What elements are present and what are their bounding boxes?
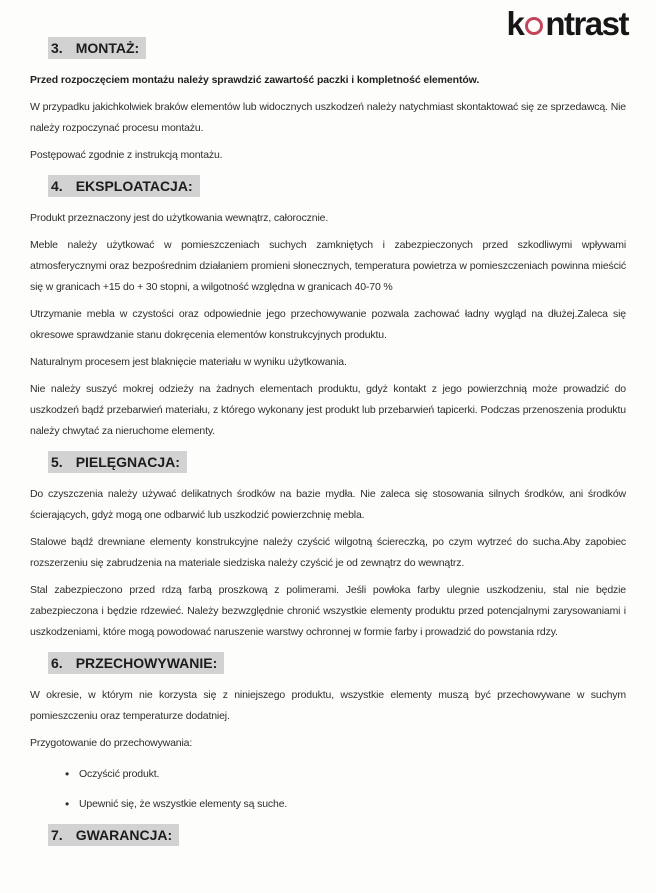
heading-highlight bbox=[48, 652, 224, 674]
list-item-clean-product bbox=[65, 764, 626, 785]
paragraph-eksploatacja-indoor-use: Produkt przeznaczony jest do użytkowania wewnątrz, całorocznie. bbox=[30, 212, 329, 224]
paragraph-pielegnacja-mild-agents: Do czyszczenia należy używać delikatnych środków na bazie mydła. Nie zaleca się stosowania silnych środków, ani środków ścierających, gdyż mogą one odbarwić lub uszkodzić powierzchnię mebla. bbox=[30, 488, 626, 521]
section-number: 5. bbox=[51, 454, 63, 470]
kontrast-logo bbox=[506, 7, 628, 41]
section-title: PRZECHOWYWANIE: bbox=[75, 655, 218, 671]
section-heading-eksploatacja bbox=[48, 178, 626, 194]
section-number: 6. bbox=[51, 655, 63, 671]
bullet-icon: • bbox=[65, 767, 70, 781]
list-item-text: Upewnić się, że wszystkie elementy są suche. bbox=[79, 798, 288, 810]
logo-text-before-o: k bbox=[506, 5, 524, 42]
paragraph-przechowywanie-dry-room: W okresie, w którym nie korzysta się z niniejszego produktu, wszystkie elementy muszą być przechowywane w suchym pomieszczeniu oraz temperaturze dodatniej. bbox=[30, 689, 626, 722]
section-number: 4. bbox=[51, 178, 63, 194]
storage-checklist bbox=[30, 764, 626, 815]
paragraph-eksploatacja-wet-clothes: Nie należy suszyć mokrej odzieży na żadnych elementach produktu, gdyż kontakt z jego powierzchnią może prowadzić do uszkodzeń bądź przebarwień materiału, z którego wykonany jest produkt lub przebarwień tapicerki. Podczas przenoszenia produktu należy chwytać za nieruchome elementy. bbox=[30, 383, 626, 437]
section-title: EKSPLOATACJA: bbox=[75, 178, 193, 194]
section-heading-montaz bbox=[48, 40, 626, 56]
paragraph-pielegnacja-wipe-elements: Stalowe bądź drewniane elementy konstrukcyjne należy czyścić wilgotną ściereczką, po czym wytrzeć do sucha.Aby zapobiec rozszerzeniu się zabrudzenia na materiale siedziska należy czyścić je od zewnątrz do wewnątrz. bbox=[30, 536, 626, 569]
paragraph-eksploatacja-conditions: Meble należy użytkować w pomieszczeniach suchych zamkniętych i zabezpieczonych przed szkodliwymi wpływami atmosferycznymi oraz bezpośrednim działaniem promieni słonecznych, temperatura powietrza w pomieszczeniach powinna mieścić się w granicach +15 do + 30 stopni, a wilgotność względna w granicach 40-70 % bbox=[30, 239, 626, 293]
section-number: 3. bbox=[51, 40, 63, 56]
heading-highlight bbox=[48, 175, 200, 197]
heading-highlight bbox=[48, 451, 187, 473]
paragraph-eksploatacja-cleanliness: Utrzymanie mebla w czystości oraz odpowiednie jego przechowywanie pozwala zachować ładny wygląd na dłużej.Zaleca się okresowe sprawdzanie stanu dokręcenia elementów konstrukcyjnych produktu. bbox=[30, 308, 626, 341]
heading-highlight bbox=[48, 37, 146, 59]
logo-o-ring-icon bbox=[525, 17, 543, 35]
paragraph-montaz-check-contents: Przed rozpoczęciem montażu należy sprawdzić zawartość paczki i kompletność elementów. bbox=[30, 74, 480, 86]
heading-highlight bbox=[48, 824, 179, 846]
list-item-elements-dry bbox=[65, 794, 626, 815]
bullet-icon: • bbox=[65, 797, 70, 811]
paragraph-przechowywanie-preparation: Przygotowanie do przechowywania: bbox=[30, 737, 193, 749]
section-title: PIELĘGNACJA: bbox=[75, 454, 180, 470]
section-heading-gwarancja bbox=[48, 827, 626, 843]
logo-text-after-o: ntrast bbox=[545, 5, 628, 42]
list-item-text: Oczyścić produkt. bbox=[79, 768, 160, 780]
section-title: MONTAŻ: bbox=[75, 40, 140, 56]
section-title: GWARANCJA: bbox=[75, 827, 173, 843]
section-heading-przechowywanie bbox=[48, 655, 626, 671]
section-heading-pielegnacja bbox=[48, 454, 626, 470]
paragraph-pielegnacja-rust-protection: Stal zabezpieczono przed rdzą farbą proszkową z polimerami. Jeśli powłoka farby ulegnie uszkodzeniu, stal nie będzie zabezpieczona i będzie rdzewieć. Należy bezwzględnie chronić wszystkie elementy produktu przed potencjalnymi zarysowaniami i uszkodzeniami, które mogą powodować naruszenie warstwy ochronnej w formie farby i prowadzić do powstania rdzy. bbox=[30, 584, 626, 638]
section-number: 7. bbox=[51, 827, 63, 843]
paragraph-montaz-missing-parts: W przypadku jakichkolwiek braków elementów lub widocznych uszkodzeń należy natychmiast skontaktować się ze sprzedawcą. Nie należy rozpoczynać procesu montażu. bbox=[30, 101, 626, 134]
paragraph-montaz-follow-instructions: Postępować zgodnie z instrukcją montażu. bbox=[30, 149, 223, 161]
paragraph-eksploatacja-fading: Naturalnym procesem jest blaknięcie materiału w wyniku użytkowania. bbox=[30, 356, 347, 368]
